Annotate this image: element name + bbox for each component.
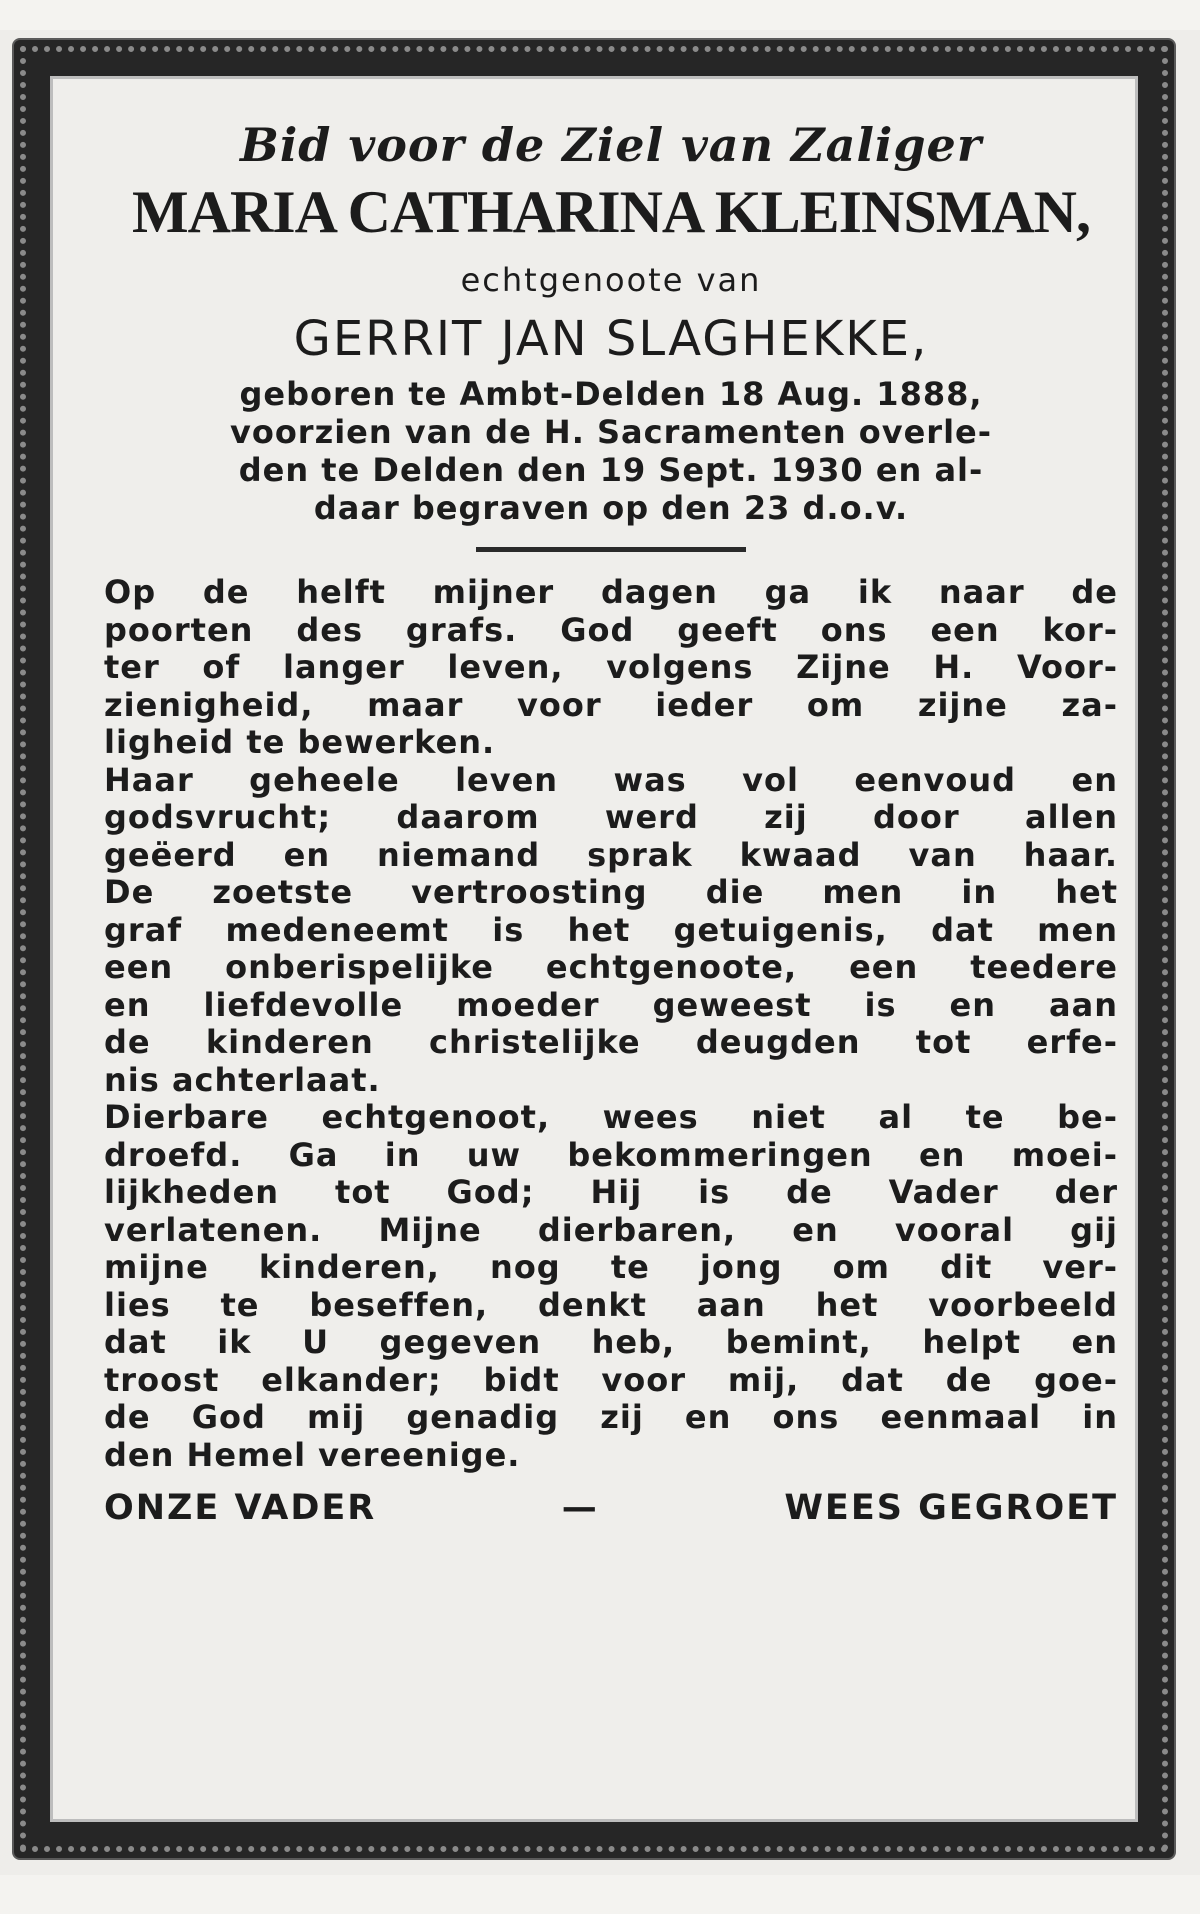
bio-line: voorzien van de H. Sacramenten overle- — [229, 413, 993, 451]
text-line: verlatenen. Mijne dierbaren, en vooral gij — [104, 1210, 1118, 1249]
text-line: poorten des grafs. God geeft ons een kor- — [104, 610, 1118, 649]
text-line: graf medeneemt is het getuigenis, dat men — [104, 910, 1118, 949]
text-line: lies te beseffen, denkt aan het voorbeeld — [104, 1285, 1118, 1324]
text-line: een onberispelijke echtgenoote, een teedere — [104, 948, 1118, 986]
text-line: ter of langer leven, volgens Zijne H. Voor- — [104, 648, 1118, 686]
text-line: De zoetste vertroosting die men in het — [104, 873, 1118, 911]
biography-block — [104, 375, 1118, 527]
prayer-request-heading: Bid voor de Ziel van Zaliger — [239, 118, 983, 172]
text-line: nis achterlaat. — [104, 1060, 381, 1099]
deceased-name: MARIA CATHARINA KLEINSMAN, — [132, 179, 1090, 245]
paragraph-consolation — [104, 874, 1118, 1099]
text-line: dat ik U gegeven heb, bemint, helpt en — [104, 1323, 1118, 1361]
spouse-name: GERRIT JAN SLAGHEKKE, — [293, 311, 929, 367]
memorial-card — [0, 30, 1200, 1875]
paragraph-life — [104, 762, 1118, 875]
card-content — [104, 100, 1118, 1528]
text-line: godsvrucht; daarom werd zij door allen — [104, 798, 1118, 836]
text-line: mijne kinderen, nog te jong om dit ver- — [104, 1248, 1118, 1286]
text-line: ligheid te bewerken. — [104, 723, 496, 761]
divider-rule — [476, 547, 746, 552]
text-line: droefd. Ga in uw bekommeringen en moei- — [104, 1135, 1118, 1174]
text-line: geëerd en niemand sprak kwaad van haar. — [104, 835, 1118, 874]
paragraph-farewell — [104, 1099, 1118, 1474]
relation-text: echtgenoote van — [460, 261, 762, 299]
text-line: en liefdevolle moeder geweest is en aan — [104, 985, 1118, 1024]
prayer-hail-mary: WEES GEGROET — [784, 1488, 1118, 1528]
prayer-our-father: ONZE VADER — [104, 1488, 377, 1528]
text-line: Dierbare echtgenoot, wees niet al te be- — [104, 1098, 1118, 1136]
closing-prayers — [104, 1488, 1118, 1528]
prayer-separator: — — [561, 1488, 599, 1528]
text-line: Op de helft mijner dagen ga ik naar de — [104, 573, 1118, 611]
text-line: lijkheden tot God; Hij is de Vader der — [104, 1173, 1118, 1211]
bio-line: den te Delden den 19 Sept. 1930 en al- — [238, 451, 984, 489]
text-line: zienigheid, maar voor ieder om zijne za- — [104, 685, 1118, 724]
text-line: troost elkander; bidt voor mij, dat de goe- — [104, 1360, 1118, 1399]
paragraph-mortality — [104, 574, 1118, 762]
black-border-frame — [14, 40, 1174, 1858]
bio-line: daar begraven op den 23 d.o.v. — [313, 489, 909, 527]
text-line: Haar geheele leven was vol eenvoud en — [104, 760, 1118, 799]
text-line: de God mij genadig zij en ons eenmaal in — [104, 1398, 1118, 1436]
text-line: de kinderen christelijke deugden tot erfe- — [104, 1023, 1118, 1061]
bio-line: geboren te Ambt-Delden 18 Aug. 1888, — [239, 375, 983, 413]
text-line: den Hemel vereenige. — [104, 1435, 521, 1474]
